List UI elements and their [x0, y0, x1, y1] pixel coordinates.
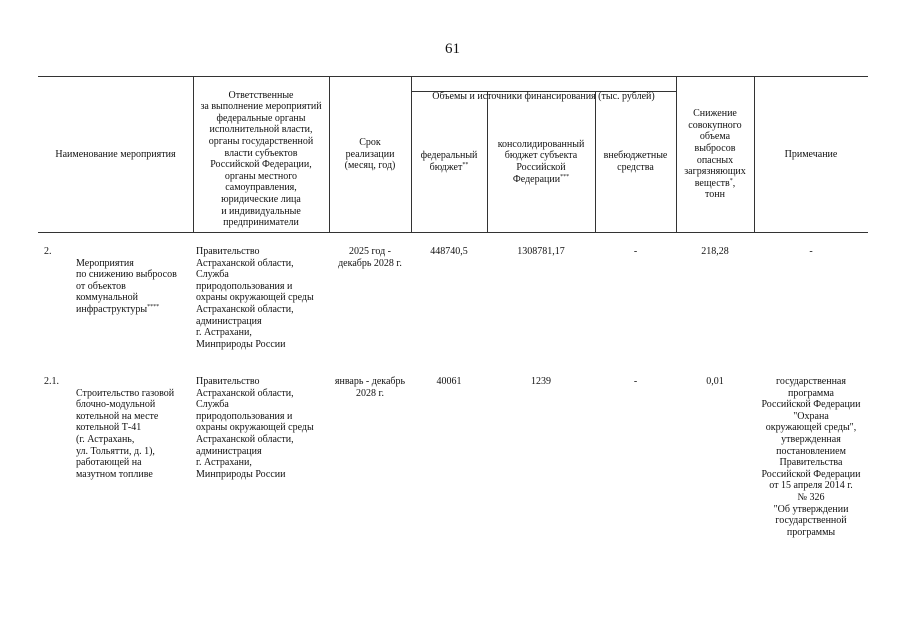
table-row-name: Строительство газовой блочно-модульной котельной на месте котельной Т-41 (г. Астрахань, ул. Тольятти, д. 1), работающей на мазутном топливе: [76, 387, 175, 480]
table-row-note: государственная программа Российской Федерации "Охрана окружающей среды", утвержденная постановлением Правительства Российской Федерации от 15 апреля 2014 г. № 326 "Об утверждении государственной программы: [761, 376, 861, 538]
table-row-note: -: [809, 246, 813, 257]
table-row-reduction: 0,01: [706, 376, 724, 387]
header-bottom-rule: [38, 232, 868, 233]
header-federal-cell: [411, 92, 487, 232]
header-term-cell: [329, 77, 411, 232]
header-federal: федеральный бюджет: [420, 150, 478, 173]
header-consolidated: консолидированный бюджет субъекта Российской Федерации: [497, 138, 585, 185]
header-note: Примечание: [784, 148, 838, 160]
table-row-responsible: Правительство Астраханской области, Служба природопользования и охраны окружающей среды Астраханской области, администрация г. Астрахани, Минприроды России: [196, 246, 314, 350]
header-name-cell: [38, 77, 193, 232]
header-consolidated-mark: ***: [560, 173, 570, 180]
table-row-responsible: Правительство Астраханской области, Служба природопользования и охраны окружающей среды Астраханской области, администрация г. Астрахани, Минприроды России: [196, 376, 314, 480]
header-reduction-cell: [676, 77, 754, 232]
header-consolidated-cell: [487, 92, 595, 232]
header-reduction-mark: *: [729, 177, 733, 184]
header-responsible: Ответственные за выполнение мероприятий федеральные органы исполнительной власти, органы государственной власти субъектов Российской Федерации, органы местного самоуправления, юридические лица и индивидуальные предприниматели: [200, 89, 322, 229]
table-row-name: Мероприятия по снижению выбросов от объектов коммунальной инфраструктуры****: [76, 257, 177, 315]
table-row-consolidated: 1308781,17: [517, 246, 565, 257]
header-term: Срок реализации (месяц, год): [344, 137, 396, 172]
table-row-extrabudget: -: [633, 246, 638, 257]
table-row-term: 2025 год - декабрь 2028 г.: [338, 246, 402, 269]
header-reduction-tail: , тонн: [705, 177, 736, 201]
header-note-cell: [754, 77, 868, 232]
header-name: Наименование мероприятия: [55, 148, 176, 160]
table-row-federal: 448740,5: [430, 246, 468, 257]
header-extrabudget-cell: [595, 92, 676, 232]
table-row-federal: 40061: [436, 376, 462, 387]
header-federal-mark: **: [462, 162, 469, 168]
table-row-term: январь - декабрь 2028 г.: [334, 376, 406, 399]
table-row-num: 2.: [44, 246, 52, 257]
table-row-extrabudget: -: [633, 376, 638, 387]
page-number: 61: [445, 41, 460, 57]
table-row-consolidated: 1239: [531, 376, 551, 387]
table-row-reduction: 218,28: [701, 246, 729, 257]
table-row-name-mark: ****: [147, 303, 160, 310]
header-responsible-cell: [193, 78, 329, 229]
header-financing: Объемы и источники финансирования (тыс. рублей): [432, 90, 655, 102]
table-row-num: 2.1.: [44, 376, 59, 387]
header-reduction: Снижение совокупного объема выбросов опасных загрязняющих веществ: [684, 108, 746, 189]
header-extrabudget: внебюджетные средства: [603, 150, 668, 173]
